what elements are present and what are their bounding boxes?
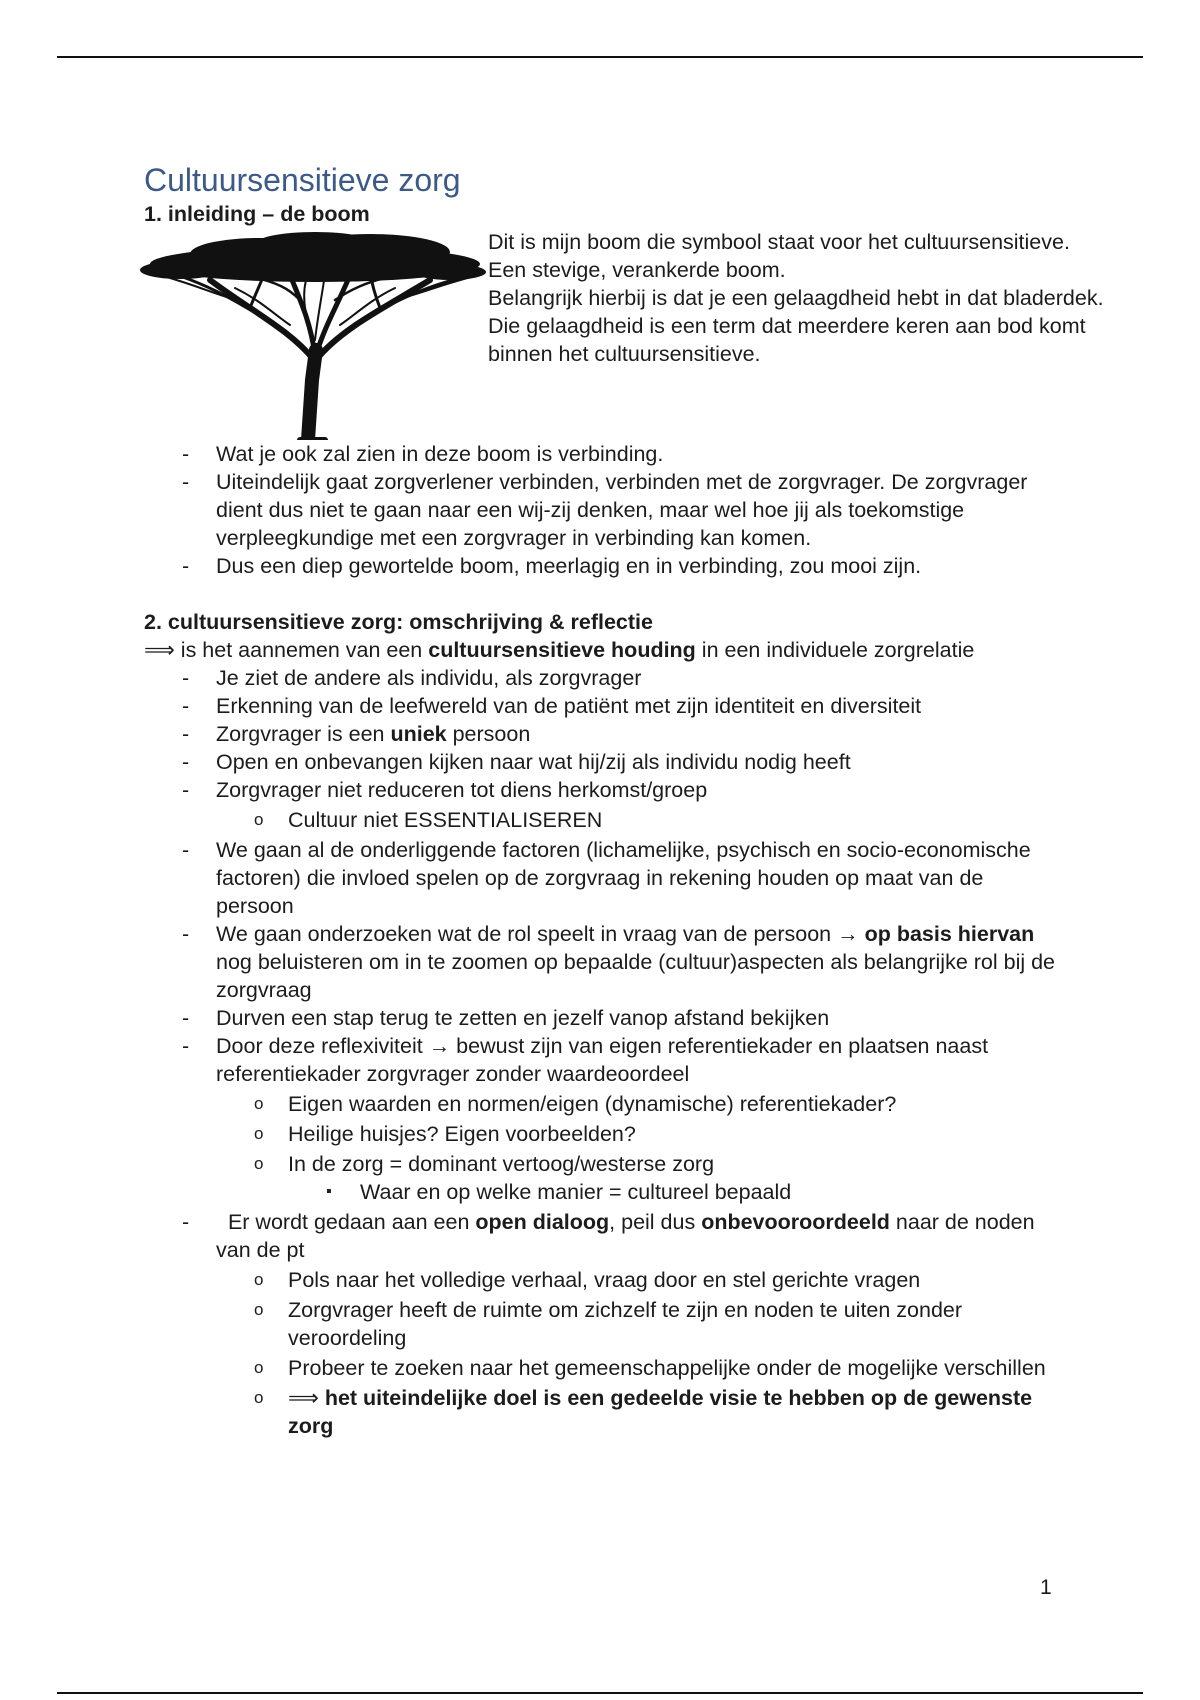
definition-emphasis: cultuursensitieve houding <box>428 638 696 662</box>
sub-list-item: o Cultuur niet ESSENTIALISEREN <box>216 806 1064 834</box>
section2-bullets <box>144 664 1064 1440</box>
document-page <box>144 160 1104 1442</box>
definition-paragraph: ⟹ is het aannemen van een cultuursensitieve houding in een individuele zorgrelatie <box>144 638 975 662</box>
list-item: - Uiteindelijk gaat zorgverlener verbinden, verbinden met de zorgvrager. De zorgvrager dient dus niet te gaan naar een wij-zij denken, maar wel hoe jij als toekomstige verpleegkundige met een zorgvrager in verbinding kan komen. <box>144 468 1064 552</box>
list-item: - Durven een stap terug te zetten en jezelf vanop afstand bekijken <box>144 1004 1064 1032</box>
list-item: - We gaan al de onderliggende factoren (lichamelijke, psychisch en socio-economische factoren) die invloed spelen op de zorgvraag in rekening houden op maat van de persoon <box>144 836 1064 920</box>
sub-list-item: o Probeer te zoeken naar het gemeenschappelijke onder de mogelijke verschillen <box>216 1354 1064 1382</box>
intro-line: Die gelaagdheid is een term dat meerdere keren aan bod komt binnen het cultuursensitieve. <box>488 314 1086 366</box>
sub-list-item: o ⟹ het uiteindelijke doel is een gedeelde visie te hebben op de gewenste zorg <box>216 1384 1064 1440</box>
intro-line: Dit is mijn boom die symbool staat voor het cultuursensitieve. <box>488 230 1070 254</box>
acacia-tree-image <box>140 230 490 440</box>
list-item: - Er wordt gedaan aan een open dialoog, peil dus onbevooroordeeld naar de noden van de pt o Pols naar het volledige verhaal, vraag door en stel gerichte vragen o Zorgvrager heeft de ruimte om zichzelf te zijn en noden te uiten zonder veroordeling o Probeer te zoeken naar het gemeenschappelijke onder de mogelijke verschillen o ⟹ het uiteindelijke doel is een gedeelde visie te hebben op de gewenste zorg <box>144 1208 1064 1440</box>
sub-sub-list <box>288 1178 1064 1206</box>
list-item: - Open en onbevangen kijken naar wat hij/zij als individu nodig heeft <box>144 748 1064 776</box>
sub-sub-list-item: ▪ Waar en op welke manier = cultureel bepaald <box>288 1178 1064 1206</box>
sub-list-item: o In de zorg = dominant vertoog/westerse zorg ▪ Waar en op welke manier = cultureel bepaald <box>216 1150 1064 1206</box>
intro-block <box>144 228 1104 440</box>
header-rule <box>57 56 1143 58</box>
list-item: - Zorgvrager niet reduceren tot diens herkomst/groep o Cultuur niet ESSENTIALISEREN <box>144 776 1064 834</box>
list-item: - Erkenning van de leefwereld van de patiënt met zijn identiteit en diversiteit <box>144 692 1064 720</box>
sub-list <box>216 1266 1064 1440</box>
implies-arrow: ⟹ <box>288 1386 319 1410</box>
sub-list-item: o Heilige huisjes? Eigen voorbeelden? <box>216 1120 1064 1148</box>
document-title: Cultuursensitieve zorg <box>144 162 461 198</box>
intro-line: Een stevige, verankerde boom. <box>488 258 786 282</box>
list-item: - Door deze reflexiviteit → bewust zijn van eigen referentiekader en plaatsen naast referentiekader zorgvrager zonder waardeoordeel o Eigen waarden en normen/eigen (dynamische) referentiekader? o Heilige huisjes? Eigen voorbeelden? o In de zorg = dominant vertoog/westerse zorg ▪ Waar en op welke manier = cultureel bepaald <box>144 1032 1064 1206</box>
sub-list-item: o Eigen waarden en normen/eigen (dynamische) referentiekader? <box>216 1090 1064 1118</box>
list-item: - Zorgvrager is een uniek persoon <box>144 720 1064 748</box>
sub-list-item: o Pols naar het volledige verhaal, vraag door en stel gerichte vragen <box>216 1266 1064 1294</box>
sub-list <box>216 1090 1064 1206</box>
list-item: - We gaan onderzoeken wat de rol speelt in vraag van de persoon → op basis hiervan nog beluisteren om in te zoomen op bepaalde (cultuur)aspecten als belangrijke rol bij de zorgvraag <box>144 920 1064 1004</box>
list-item: - Dus een diep gewortelde boom, meerlagig en in verbinding, zou mooi zijn. <box>144 552 1064 580</box>
section1-heading: 1. inleiding – de boom <box>144 202 370 226</box>
implies-arrow: ⟹ <box>144 638 175 662</box>
intro-line: Belangrijk hierbij is dat je een gelaagdheid hebt in dat bladerdek. <box>488 286 1104 310</box>
section2-heading: 2. cultuursensitieve zorg: omschrijving & reflectie <box>144 610 653 634</box>
sub-list-item: o Zorgvrager heeft de ruimte om zichzelf te zijn en noden te uiten zonder veroordeling <box>216 1296 1064 1352</box>
section1-bullets <box>144 440 1064 580</box>
sub-list <box>216 806 1064 834</box>
list-item: - Je ziet de andere als individu, als zorgvrager <box>144 664 1064 692</box>
intro-text <box>488 228 1108 368</box>
page-number: 1 <box>1040 1576 1052 1599</box>
footer-rule <box>57 1692 1143 1694</box>
list-item: - Wat je ook zal zien in deze boom is verbinding. <box>144 440 1064 468</box>
